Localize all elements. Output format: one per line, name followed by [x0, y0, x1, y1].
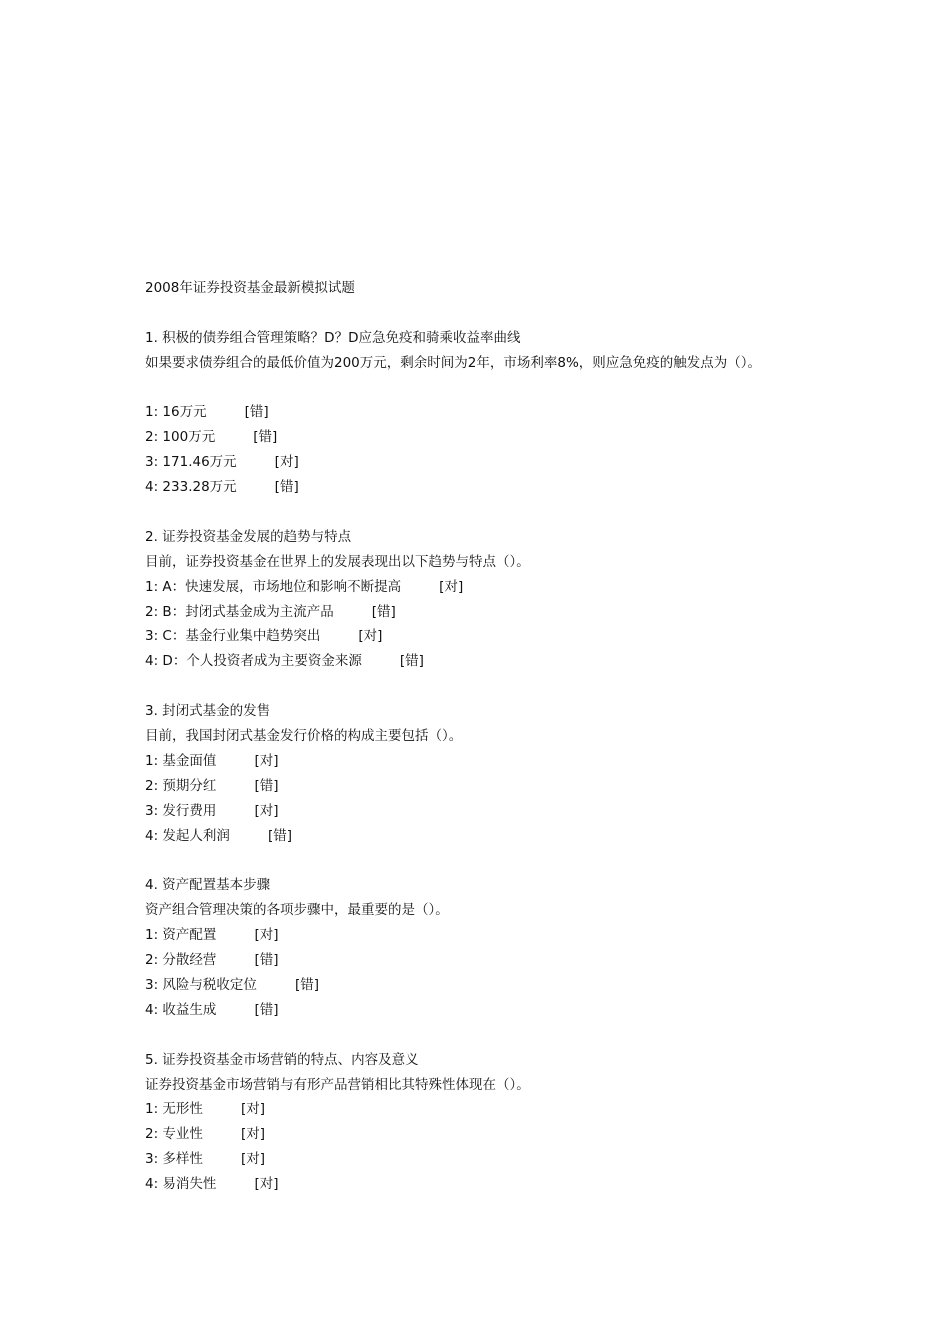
option-row: [145, 973, 865, 998]
question-2: [145, 525, 865, 674]
spacer: [145, 376, 865, 401]
option-row: [145, 649, 865, 674]
option-label: 1: 基金面值: [145, 752, 217, 769]
option-verdict: [对]: [254, 927, 279, 944]
option-row: [145, 600, 865, 625]
option-label: 2: 预期分红: [145, 777, 217, 794]
document-body: [145, 276, 865, 1197]
option-verdict: [错]: [254, 952, 279, 969]
option-row: [145, 1097, 865, 1122]
question-prompt: 证券投资基金市场营销与有形产品营销相比其特殊性体现在（）。: [145, 1076, 530, 1093]
spacer: [145, 1023, 865, 1048]
question-heading: 3. 封闭式基金的发售: [145, 703, 271, 720]
option-label: 4: 发起人利润: [145, 827, 230, 844]
question-heading: 4. 资产配置基本步骤: [145, 877, 271, 894]
option-row: [145, 923, 865, 948]
option-verdict: [对]: [254, 1176, 279, 1193]
option-label: 2: 100万元: [145, 429, 216, 446]
option-verdict: [错]: [274, 479, 299, 496]
option-verdict: [错]: [254, 777, 279, 794]
question-heading: 5. 证券投资基金市场营销的特点、内容及意义: [145, 1051, 419, 1068]
option-label: 2: B：封闭式基金成为主流产品: [145, 603, 334, 620]
option-row: [145, 575, 865, 600]
option-label: 3: 171.46万元: [145, 454, 237, 471]
spacer: [145, 301, 865, 326]
option-verdict: [错]: [254, 1001, 279, 1018]
option-verdict: [对]: [240, 1101, 265, 1118]
question-prompt: 目前，证券投资基金在世界上的发展表现出以下趋势与特点（）。: [145, 553, 530, 570]
option-row: [145, 1172, 865, 1197]
option-label: 1: 16万元: [145, 404, 207, 421]
option-verdict: [对]: [240, 1151, 265, 1168]
option-verdict: [错]: [244, 404, 269, 421]
option-verdict: [对]: [274, 454, 299, 471]
option-row: [145, 475, 865, 500]
option-label: 1: 资产配置: [145, 927, 217, 944]
option-row: [145, 400, 865, 425]
option-verdict: [错]: [371, 603, 396, 620]
option-verdict: [错]: [399, 653, 424, 670]
option-row: [145, 1122, 865, 1147]
option-label: 1: A：快速发展，市场地位和影响不断提高: [145, 578, 402, 595]
option-verdict: [对]: [358, 628, 383, 645]
question-heading: 2. 证券投资基金发展的趋势与特点: [145, 528, 352, 545]
spacer: [145, 500, 865, 525]
option-label: 4: D：个人投资者成为主要资金来源: [145, 653, 362, 670]
option-label: 4: 233.28万元: [145, 479, 237, 496]
question-prompt: 目前，我国封闭式基金发行价格的构成主要包括（）。: [145, 728, 463, 745]
option-row: [145, 799, 865, 824]
option-label: 4: 易消失性: [145, 1176, 217, 1193]
spacer: [145, 848, 865, 873]
question-5: [145, 1048, 865, 1197]
question-prompt: 资产组合管理决策的各项步骤中，最重要的是（）。: [145, 902, 449, 919]
question-prompt: 如果要求债券组合的最低价值为200万元，剩余时间为2年，市场利率8%，则应急免疫的触发点为（）。: [145, 354, 762, 371]
option-verdict: [对]: [254, 752, 279, 769]
option-label: 3: 风险与税收定位: [145, 976, 257, 993]
option-row: [145, 624, 865, 649]
option-label: 3: 发行费用: [145, 802, 217, 819]
option-label: 3: 多样性: [145, 1151, 203, 1168]
option-label: 2: 分散经营: [145, 952, 217, 969]
option-label: 2: 专业性: [145, 1126, 203, 1143]
question-3: [145, 699, 865, 848]
option-verdict: [错]: [253, 429, 278, 446]
option-label: 1: 无形性: [145, 1101, 203, 1118]
spacer: [145, 674, 865, 699]
option-label: 3: C：基金行业集中趋势突出: [145, 628, 321, 645]
question-heading: 1. 积极的债券组合管理策略？D？D应急免疫和骑乘收益率曲线: [145, 329, 521, 346]
question-1: [145, 326, 865, 500]
option-row: [145, 824, 865, 849]
option-verdict: [对]: [254, 802, 279, 819]
option-verdict: [错]: [267, 827, 292, 844]
option-verdict: [错]: [294, 976, 319, 993]
option-verdict: [对]: [439, 578, 464, 595]
option-verdict: [对]: [240, 1126, 265, 1143]
option-row: [145, 450, 865, 475]
question-4: [145, 873, 865, 1022]
option-label: 4: 收益生成: [145, 1001, 217, 1018]
option-row: [145, 749, 865, 774]
option-row: [145, 774, 865, 799]
option-row: [145, 1147, 865, 1172]
option-row: [145, 425, 865, 450]
option-row: [145, 998, 865, 1023]
option-row: [145, 948, 865, 973]
document-title: 2008年证券投资基金最新模拟试题: [145, 280, 355, 296]
